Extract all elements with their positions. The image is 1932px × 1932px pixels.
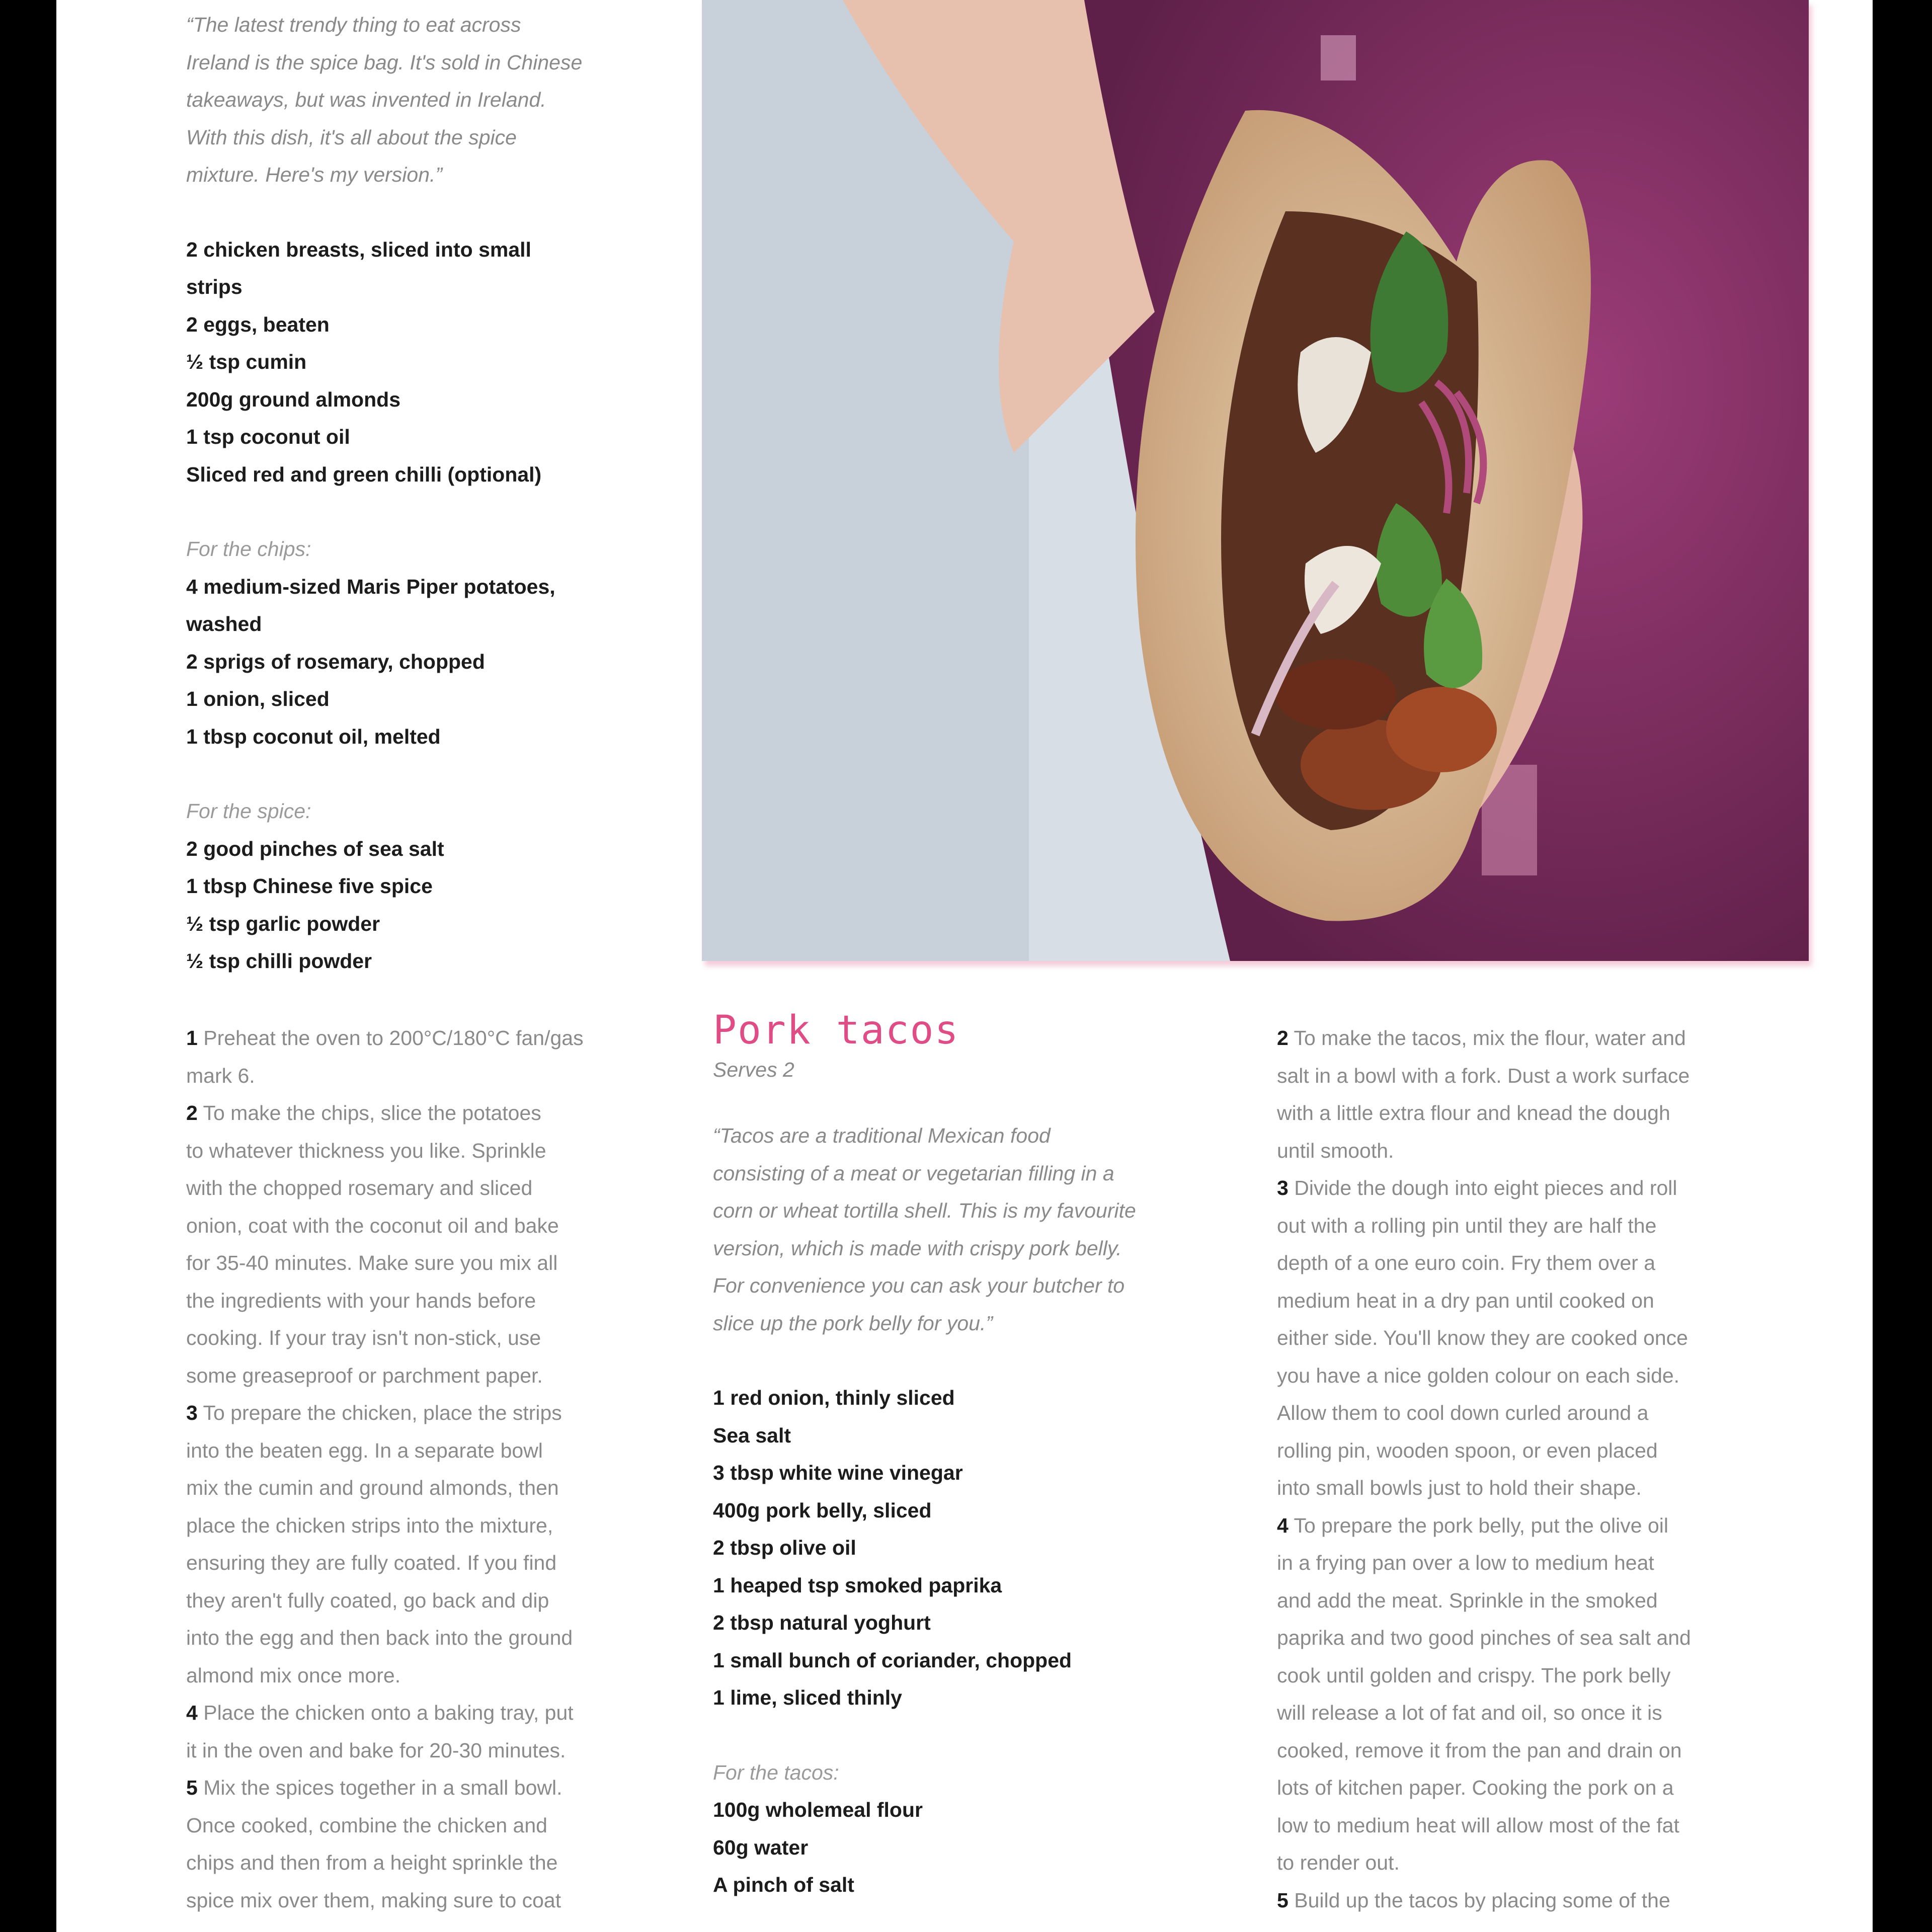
method-text: To prepare the chicken, place the strips [203, 1401, 562, 1424]
method-text: chips and then from a height sprinkle the [186, 1851, 558, 1874]
ingredient-line: 1 small bunch of coriander, chopped [713, 1648, 1072, 1672]
ingredient-line: 1 red onion, thinly sliced [713, 1386, 955, 1409]
method-line [1277, 1094, 1856, 1132]
method-text: place the chicken strips into the mixture, [186, 1513, 553, 1537]
intro-line: For convenience you can ask your butcher to [713, 1274, 1125, 1297]
method-line [186, 1394, 719, 1432]
method-line [186, 1132, 719, 1170]
ingredient-line: 1 onion, sliced [186, 687, 330, 710]
method-line [1277, 1394, 1856, 1432]
method-text: for 35-40 minutes. Make sure you mix all [186, 1251, 558, 1274]
method-line [1277, 1844, 1856, 1882]
method-line [1277, 1582, 1856, 1620]
method-text: to whatever thickness you like. Sprinkle [186, 1139, 546, 1162]
method-text: in a frying pan over a low to medium heat [1277, 1551, 1654, 1574]
taco-photo [702, 0, 1809, 961]
method-text: almond mix once more. [186, 1663, 401, 1687]
method-text: Once cooked, combine the chicken and [186, 1813, 547, 1837]
method-line [186, 1844, 719, 1882]
method-line [1277, 1357, 1856, 1395]
intro-line: “Tacos are a traditional Mexican food [713, 1124, 1051, 1147]
tacos-ingredients-column [713, 1006, 1292, 1904]
method-text: the ingredients with your hands before [186, 1289, 536, 1312]
step-number: 3 [186, 1401, 198, 1424]
method-line [186, 1019, 719, 1057]
method-text: paprika and two good pinches of sea salt and [1277, 1626, 1691, 1649]
method-line [1277, 1432, 1856, 1470]
method-line [1277, 1619, 1856, 1657]
method-line [186, 1169, 719, 1207]
step-number: 4 [1277, 1513, 1289, 1537]
ingredient-line: Sea salt [713, 1423, 791, 1447]
ingredient-line: ½ tsp garlic powder [186, 912, 380, 935]
ingredient-line: washed [186, 612, 262, 635]
chicken-ingredients-column [186, 6, 719, 980]
method-text: Place the chicken onto a baking tray, put [203, 1701, 574, 1724]
method-line [1277, 1657, 1856, 1695]
method-text: lots of kitchen paper. Cooking the pork on a [1277, 1776, 1674, 1799]
ingredient-line: 3 tbsp white wine vinegar [713, 1461, 963, 1484]
ingredient-line: 2 sprigs of rosemary, chopped [186, 650, 485, 673]
method-line [186, 1244, 719, 1282]
method-line [186, 1657, 719, 1695]
ingredient-line: strips [186, 275, 243, 298]
method-line [186, 1619, 719, 1657]
chips-heading: For the chips: [186, 537, 311, 560]
method-line [1277, 1057, 1856, 1095]
method-text: to render out. [1277, 1851, 1400, 1874]
method-text: some greaseproof or parchment paper. [186, 1363, 543, 1387]
chicken-ingredients [186, 231, 719, 494]
method-text: spice mix over them, making sure to coat [186, 1888, 561, 1912]
step-number: 3 [1277, 1176, 1289, 1199]
method-line [1277, 1544, 1856, 1582]
method-text: it in the oven and bake for 20-30 minutes. [186, 1738, 566, 1762]
recipe-title: Pork tacos [713, 1008, 959, 1053]
intro-line: slice up the pork belly for you.” [713, 1311, 993, 1335]
method-line [186, 1582, 719, 1620]
method-text: cooked, remove it from the pan and drain on [1277, 1738, 1682, 1762]
method-line [1277, 1207, 1856, 1245]
method-text: To make the tacos, mix the flour, water and [1294, 1026, 1686, 1050]
ingredient-line: 2 tbsp olive oil [713, 1536, 856, 1559]
ingredient-line: 1 lime, sliced thinly [713, 1686, 902, 1709]
spice-heading: For the spice: [186, 799, 311, 823]
method-text: Build up the tacos by placing some of the [1294, 1888, 1670, 1912]
ingredient-line: 1 tsp coconut oil [186, 425, 350, 448]
method-text: into the beaten egg. In a separate bowl [186, 1438, 543, 1462]
method-text: and add the meat. Sprinkle in the smoked [1277, 1588, 1658, 1612]
method-text: into small bowls just to hold their shape. [1277, 1476, 1642, 1499]
intro-line: version, which is made with crispy pork belly. [713, 1236, 1122, 1260]
method-text: mark 6. [186, 1064, 255, 1087]
method-text: with the chopped rosemary and sliced [186, 1176, 533, 1199]
tacos-ingredients [713, 1379, 1292, 1717]
method-text: ensuring they are fully coated. If you find [186, 1551, 557, 1574]
step-number: 5 [186, 1776, 198, 1799]
ingredient-line: 2 eggs, beaten [186, 312, 330, 336]
step-number: 2 [186, 1101, 198, 1124]
method-line [1277, 1319, 1856, 1357]
method-line [186, 1807, 719, 1844]
method-line [186, 1507, 719, 1545]
intro-line: takeaways, but was invented in Ireland. [186, 88, 546, 111]
tacos-intro [713, 1117, 1292, 1342]
magazine-page [56, 0, 1873, 1932]
method-text: medium heat in a dry pan until cooked on [1277, 1289, 1654, 1312]
ingredient-line: A pinch of salt [713, 1873, 854, 1896]
ingredient-line: 2 chicken breasts, sliced into small [186, 237, 531, 261]
method-text: salt in a bowl with a fork. Dust a work surface [1277, 1064, 1690, 1087]
step-number: 5 [1277, 1888, 1289, 1912]
method-line [1277, 1132, 1856, 1170]
method-line [186, 1544, 719, 1582]
method-text: To make the chips, slice the potatoes [203, 1101, 541, 1124]
intro-line: consisting of a meat or vegetarian filling in a [713, 1161, 1114, 1185]
method-line [1277, 1882, 1856, 1919]
intro-line: corn or wheat tortilla shell. This is my favourite [713, 1199, 1136, 1222]
intro-line: “The latest trendy thing to eat across [186, 13, 521, 36]
ingredient-line: 100g wholemeal flour [713, 1798, 923, 1821]
spice-ingredients [186, 830, 719, 980]
method-text: either side. You'll know they are cooked once [1277, 1326, 1688, 1349]
method-text: out with a rolling pin until they are half the [1277, 1214, 1657, 1237]
method-line [1277, 1469, 1856, 1507]
method-line [1277, 1244, 1856, 1282]
intro-line: With this dish, it's all about the spice [186, 125, 517, 149]
method-text: depth of a one euro coin. Fry them over a [1277, 1251, 1656, 1274]
tacos-method [1277, 1019, 1856, 1919]
chicken-intro [186, 6, 719, 194]
method-line [186, 1319, 719, 1357]
method-line [186, 1207, 719, 1245]
method-line [186, 1057, 719, 1095]
method-line [1277, 1282, 1856, 1320]
method-text: Mix the spices together in a small bowl. [203, 1776, 562, 1799]
ingredient-line: 4 medium-sized Maris Piper potatoes, [186, 575, 555, 598]
method-line [186, 1432, 719, 1470]
method-line [1277, 1732, 1856, 1769]
method-line [1277, 1019, 1856, 1057]
method-line [186, 1094, 719, 1132]
tacos-shell-ingredients [713, 1791, 1292, 1904]
method-text: cook until golden and crispy. The pork belly [1277, 1663, 1671, 1687]
method-text: they aren't fully coated, go back and dip [186, 1588, 549, 1612]
ingredient-line: ½ tsp cumin [186, 350, 307, 373]
ingredient-line: 1 tbsp coconut oil, melted [186, 725, 441, 748]
method-line [1277, 1694, 1856, 1732]
method-text: mix the cumin and ground almonds, then [186, 1476, 559, 1499]
method-line [186, 1357, 719, 1395]
ingredient-line: 1 heaped tsp smoked paprika [713, 1573, 1002, 1597]
method-line [1277, 1769, 1856, 1807]
method-text: To prepare the pork belly, put the olive oil [1294, 1513, 1668, 1537]
method-text: onion, coat with the coconut oil and bake [186, 1214, 559, 1237]
ingredient-line: 2 tbsp natural yoghurt [713, 1611, 931, 1634]
ingredient-line: 200g ground almonds [186, 387, 400, 411]
intro-line: mixture. Here's my version.” [186, 163, 443, 186]
method-line [186, 1694, 719, 1732]
method-line [186, 1769, 719, 1807]
serves-label: Serves 2 [713, 1058, 794, 1081]
ingredient-line: 1 tbsp Chinese five spice [186, 874, 433, 898]
step-number: 4 [186, 1701, 198, 1724]
taco-photo-icon [702, 0, 1809, 961]
ingredient-line: 400g pork belly, sliced [713, 1498, 932, 1522]
step-number: 2 [1277, 1026, 1289, 1050]
method-line [1277, 1807, 1856, 1844]
method-text: low to medium heat will allow most of the fat [1277, 1813, 1679, 1837]
method-line [1277, 1507, 1856, 1545]
method-text: Divide the dough into eight pieces and roll [1294, 1176, 1677, 1199]
method-text: rolling pin, wooden spoon, or even placed [1277, 1438, 1658, 1462]
method-text: you have a nice golden colour on each side. [1277, 1363, 1680, 1387]
step-number: 1 [186, 1026, 198, 1050]
method-text: into the egg and then back into the ground [186, 1626, 573, 1649]
ingredient-line: 2 good pinches of sea salt [186, 837, 444, 860]
method-line [186, 1732, 719, 1769]
chips-ingredients [186, 568, 719, 756]
ingredient-line: Sliced red and green chilli (optional) [186, 462, 542, 486]
method-text: cooking. If your tray isn't non-stick, use [186, 1326, 541, 1349]
ingredient-line: ½ tsp chilli powder [186, 949, 372, 973]
method-text: until smooth. [1277, 1139, 1394, 1162]
tacos-heading: For the tacos: [713, 1760, 839, 1784]
method-line [1277, 1169, 1856, 1207]
method-text: Preheat the oven to 200°C/180°C fan/gas [203, 1026, 584, 1050]
method-line [186, 1282, 719, 1320]
intro-line: Ireland is the spice bag. It's sold in Chinese [186, 50, 583, 74]
chicken-method [186, 1019, 719, 1919]
method-line [186, 1469, 719, 1507]
method-text: will release a lot of fat and oil, so once it is [1277, 1701, 1662, 1724]
method-line [186, 1882, 719, 1919]
method-text: Allow them to cool down curled around a [1277, 1401, 1649, 1424]
ingredient-line: 60g water [713, 1835, 809, 1859]
method-text: with a little extra flour and knead the dough [1277, 1101, 1670, 1124]
